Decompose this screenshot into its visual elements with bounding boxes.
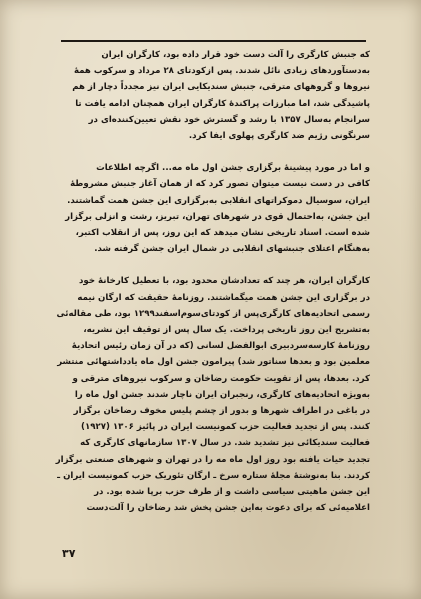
text-line: معلمین بود و بعدها سناتور شد) پیرامون جشن اول ماه یادداشتهائی منتشر [57, 357, 370, 368]
text-line: سرنگونی رژیم ضد کارگری پهلوی ایفا کرد. [188, 131, 370, 142]
text-line: به‌دستآوردهای زیادی نائل شدند. پس ازکودتای ۲۸ مرداد و سرکوب همهٔ [73, 66, 370, 77]
text-line: پاشیدگی شد، اما مبارزات پراکندهٔ کارگران ایران همچنان ادامه یافت تا [75, 98, 370, 109]
text-line: این جشن، به‌احتمال قوی در شهرهای تهران، تبریز، رشت و انزلی برگزار [65, 211, 370, 222]
text-line: به‌هنگام اعتلای جنبشهای انقلابی در شمال ایران جشن گرفته شد. [94, 244, 370, 255]
text-line: کنند. پس از تجدید فعالیت حزب کمونیست ایران در پائیز ۱۳۰۶ (۱۹۲۷) [81, 422, 370, 433]
paragraph-3 [55, 273, 370, 516]
paragraph-2 [55, 160, 370, 257]
text-line: به‌ویژه اتحادیه‌های کارگری، رنجبران ایران ناچار شدند جشن اول ماه را [74, 389, 370, 400]
text-line: تجدید حیات یافته بود روز اول ماه مه را در تهران و شهرهای صنعتی برگزار [55, 454, 370, 465]
paragraph-gap [55, 257, 370, 273]
text-line: کرد. بعدها، پس از تقویت حکومت رضاخان و سرکوب نیروهای مترقی و [72, 373, 370, 384]
text-line: کردند. بنا به‌نوشتهٔ مجلهٔ ستاره سرخ ـ ارگان تئوریک حزب کمونیست ایران ـ [57, 470, 370, 481]
body-text [55, 47, 370, 516]
page-number: ۳۷ [62, 547, 76, 560]
text-line: فعالیت سندیکائی نیز تشدید شد. در سال ۱۳۰۷ سازمانهای کارگری که [80, 438, 370, 449]
text-line: سرانجام به‌سال ۱۳۵۷ با رشد و گسترش خود نقش تعیین‌کننده‌ای در [88, 114, 370, 125]
text-line: شده است. اسناد تاریخی نشان میدهد که این روز، پس از انقلاب اکتبر، [75, 228, 370, 239]
text-line: و اما در مورد پیشینهٔ برگزاری جشن اول ماه مه... اگرچه اطلاعات [96, 163, 370, 174]
text-line: رسمی اتحادیه‌های کارگری‌پس از کودتای‌سوم‌اسفند۱۲۹۹ بود، طی مقاله‌ئی [56, 308, 370, 319]
text-line: کافی در دست نیست میتوان تصور کرد که از همان آغاز جنبش مشروطهٔ [70, 179, 370, 190]
text-line: در برگزاری این جشن همت میگماشتند. روزنامهٔ حقیقت که ارگان نیمه [77, 292, 370, 303]
text-line: این جشن ماهیتی سیاسی داشت و از طرف حزب برپا شده بود. در [94, 487, 370, 498]
text-line: که جنبش کارگری را آلت دست خود قرار داده بود، کارگران ایران [101, 50, 370, 60]
text-line: به‌تشریح این روز تاریخی پرداخت. یک سال پس از توقیف این نشریه، [83, 325, 370, 336]
text-line: نیروها و گروههای مترقی، جنبش سندیکایی ایران نیز مجدداً دچار از هم [72, 82, 370, 93]
text-line: اعلامیه‌ئی که برای دعوت به‌این جشن پخش شد رضاخان را آلت‌دست [86, 503, 370, 514]
text-line: ایران، سوسیال دموکراتهای انقلابی به‌برگزاری این جشن همت گماشتند. [67, 195, 370, 206]
header-rule [61, 40, 366, 42]
text-line: کارگران ایران، هر چند که تعدادشان محدود بود، با تعطیل کارخانهٔ خود [79, 276, 370, 287]
paragraph-gap [55, 144, 370, 160]
text-line: در باغی در اطراف شهرها و بدور از چشم پلیس مخوف رضاخان برگزار [73, 406, 370, 417]
text-line: روزنامهٔ کارسه‌سردبیری ابوالفضل لسانی (که در آن زمان رئیس اتحادیهٔ [71, 341, 370, 352]
paragraph-1 [55, 47, 370, 144]
